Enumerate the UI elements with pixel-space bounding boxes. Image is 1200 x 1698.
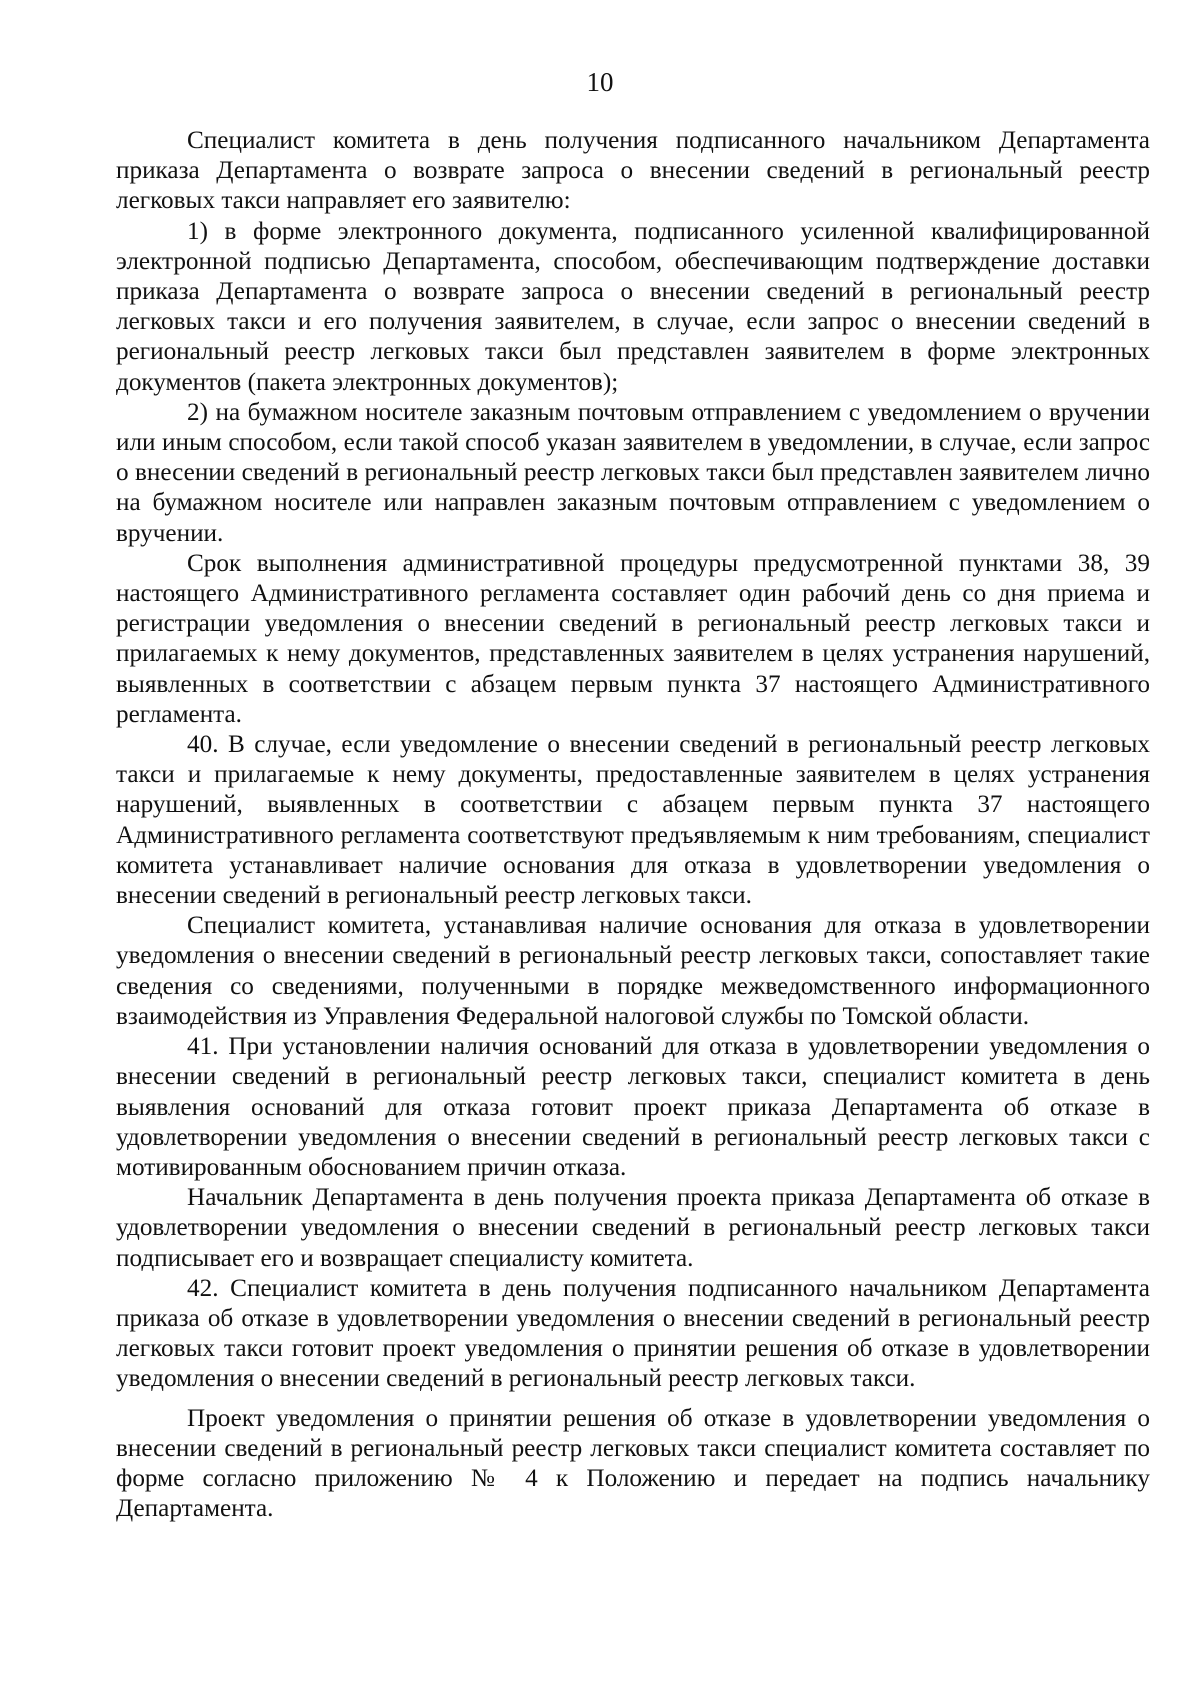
paragraph-paper-form: 2) на бумажном носителе заказным почтовым отправлением с уведомлением о вручении или иным способом, если такой способ указан заявителем в уведомлении, в случае, если запрос о внесении сведений в региональный реестр легковых такси был представлен заявителем лично на бумажном носителе или направлен заказным почтовым отправлением с уведомлением о вручении. xyxy=(116,398,1150,547)
paragraph-head-signs: Начальник Департамента в день получения проекта приказа Департамента об отказе в удовлетворении уведомления о внесении сведений в региональный реестр легковых такси подписывает его и возвращает специалисту комитета. xyxy=(116,1184,1150,1272)
paragraph-item-41: 41. При установлении наличия оснований для отказа в удовлетворении уведомления о внесении сведений в региональный реестр легковых такси, специалист комитета в день выявления оснований для отказа готовит проект приказа Департамента об отказе в удовлетворении уведомления о внесении сведений в региональный реестр легковых такси с мотивированным обоснованием причин отказа. xyxy=(116,1033,1150,1181)
paragraph-delivery-intro: Специалист комитета в день получения подписанного начальником Департамента приказа Департамента о возврате запроса о внесении сведений в региональный реестр легковых такси направляет его заявителю: xyxy=(116,127,1150,215)
paragraph-item-40: 40. В случае, если уведомление о внесении сведений в региональный реестр легковых такси и прилагаемые к нему документы, предоставленные заявителем в целях устранения нарушений, выявленных в соответствии с абзацем первым пункта 37 настоящего Административного регламента соответствуют предъявляемым к ним требованиям, специалист комитета устанавливает наличие основания для отказа в удовлетворении уведомления о внесении сведений в региональный реестр легковых такси. xyxy=(116,731,1150,910)
paragraph-item-42: 42. Специалист комитета в день получения подписанного начальником Департамента приказа об отказе в удовлетворении уведомления о внесении сведений в региональный реестр легковых такси готовит проект уведомления о принятии решения об отказе в удовлетворении уведомления о внесении сведений в региональный реестр легковых такси. xyxy=(116,1274,1150,1393)
page-number: 10 xyxy=(586,67,614,97)
paragraph-notice-draft: Проект уведомления о принятии решения об отказе в удовлетворении уведомления о внесении сведений в региональный реестр легковых такси специалист комитета составляет по форме согласно приложению № 4 к Положению и передает на подпись начальнику Департамента. xyxy=(116,1404,1150,1523)
paragraph-interagency-check: Специалист комитета, устанавливая наличие основания для отказа в удовлетворении уведомления о внесении сведений в региональный реестр легковых такси, сопоставляет такие сведения со сведениями, полученными в порядке межведомственного информационного взаимодействия из Управления Федеральной налоговой службы по Томской области. xyxy=(116,912,1150,1030)
paragraph-procedure-term: Срок выполнения административной процедуры предусмотренной пунктами 38, 39 настоящего Административного регламента составляет один рабочий день со дня приема и регистрации уведомления о внесении сведений в региональный реестр легковых такси и прилагаемых к нему документов, представленных заявителем в целях устранения нарушений, выявленных в соответствии с абзацем первым пункта 37 настоящего Административного регламента. xyxy=(116,549,1150,728)
paragraph-electronic-form: 1) в форме электронного документа, подписанного усиленной квалифицированной электронной подписью Департамента, способом, обеспечивающим подтверждение доставки приказа Департамента о возврате запроса о внесении сведений в региональный реестр легковых такси и его получения заявителем, в случае, если запрос о внесении сведений в региональный реестр легковых такси был представлен заявителем в форме электронных документов (пакета электронных документов); xyxy=(116,217,1150,396)
document-body xyxy=(116,126,1150,1524)
